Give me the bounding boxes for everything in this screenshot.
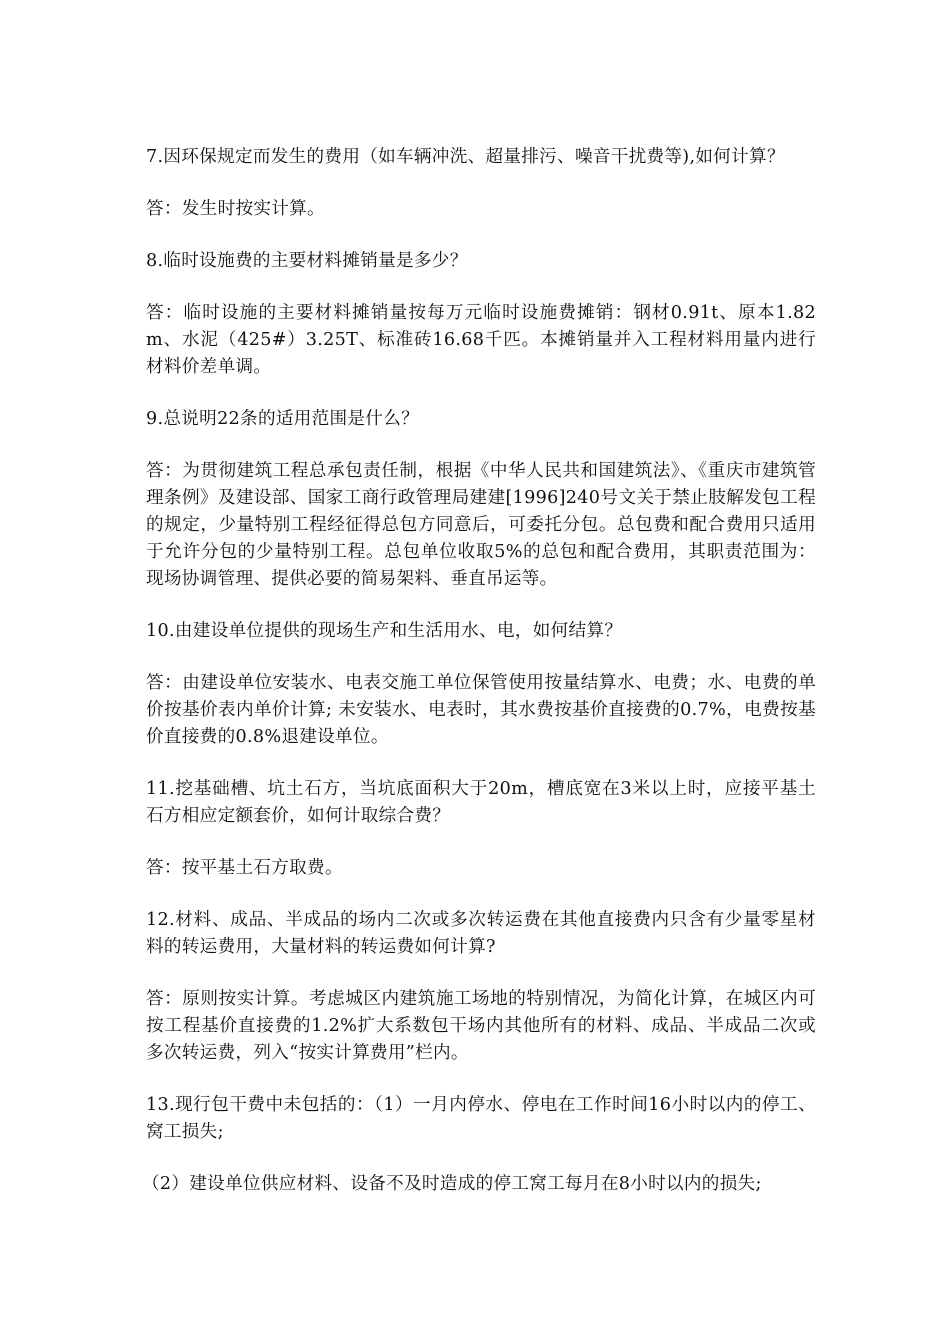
answer-10: 答：由建设单位安装水、电表交施工单位保管使用按量结算水、电费；水、电费的单价按基价表内单价计算; 未安装水、电表时，其水费按基价直接费的0.7%，电费按基价直接费的0.8%退建设单位。 bbox=[146, 673, 816, 747]
question-12: 12.材料、成品、半成品的场内二次或多次转运费在其他直接费内只含有少量零星材料的转运费用，大量材料的转运费如何计算? bbox=[146, 910, 816, 957]
question-13: 13.现行包干费中未包括的：（1）一月内停水、停电在工作时间16小时以内的停工、窝工损失; bbox=[146, 1095, 816, 1142]
answer-7: 答：发生时按实计算。 bbox=[146, 199, 325, 219]
question-11: 11.挖基础槽、坑土石方，当坑底面积大于20m，槽底宽在3米以上时，应接平基土石方相应定额套价，如何计取综合费？ bbox=[146, 779, 816, 826]
question-7: 7.因环保规定而发生的费用（如车辆冲洗、超量排污、噪音干扰费等),如何计算？ bbox=[146, 147, 785, 167]
answer-11: 答：按平基土石方取费。 bbox=[146, 858, 343, 878]
question-9: 9.总说明22条的适用范围是什么？ bbox=[146, 409, 419, 429]
document-page bbox=[142, 144, 816, 1223]
question-8: 8.临时设施费的主要材料摊销量是多少？ bbox=[146, 251, 468, 271]
answer-8: 答：临时设施的主要材料摊销量按每万元临时设施费摊销：钢材0.91t、原本1.82m、水泥（425#）3.25T、标准砖16.68千匹。本摊销量并入工程材料用量内进行材料价差单调。 bbox=[146, 303, 816, 377]
answer-12: 答：原则按实计算。考虑城区内建筑施工场地的特别情况，为简化计算，在城区内可按工程基价直接费的1.2%扩大系数包干场内其他所有的材料、成品、半成品二次或多次转运费，列入“按实计算费用”栏内。 bbox=[146, 989, 816, 1063]
question-10: 10.由建设单位提供的现场生产和生活用水、电，如何结算？ bbox=[146, 621, 623, 641]
question-13-item-2: （2）建设单位供应材料、设备不及时造成的停工窝工每月在8小时以内的损失; bbox=[142, 1174, 762, 1194]
answer-9: 答：为贯彻建筑工程总承包责任制，根据《中华人民共和国建筑法》、《重庆市建筑管理条例》及建设部、国家工商行政管理局建建[1996]240号文关于禁止肢解发包工程的规定，少量特别工程经征得总包方同意后，可委托分包。总包费和配合费用只适用于允许分包的少量特别工程。总包单位收取5%的总包和配合费用，其职责范围为：现场协调管理、提供必要的简易架料、垂直吊运等。 bbox=[146, 461, 816, 589]
